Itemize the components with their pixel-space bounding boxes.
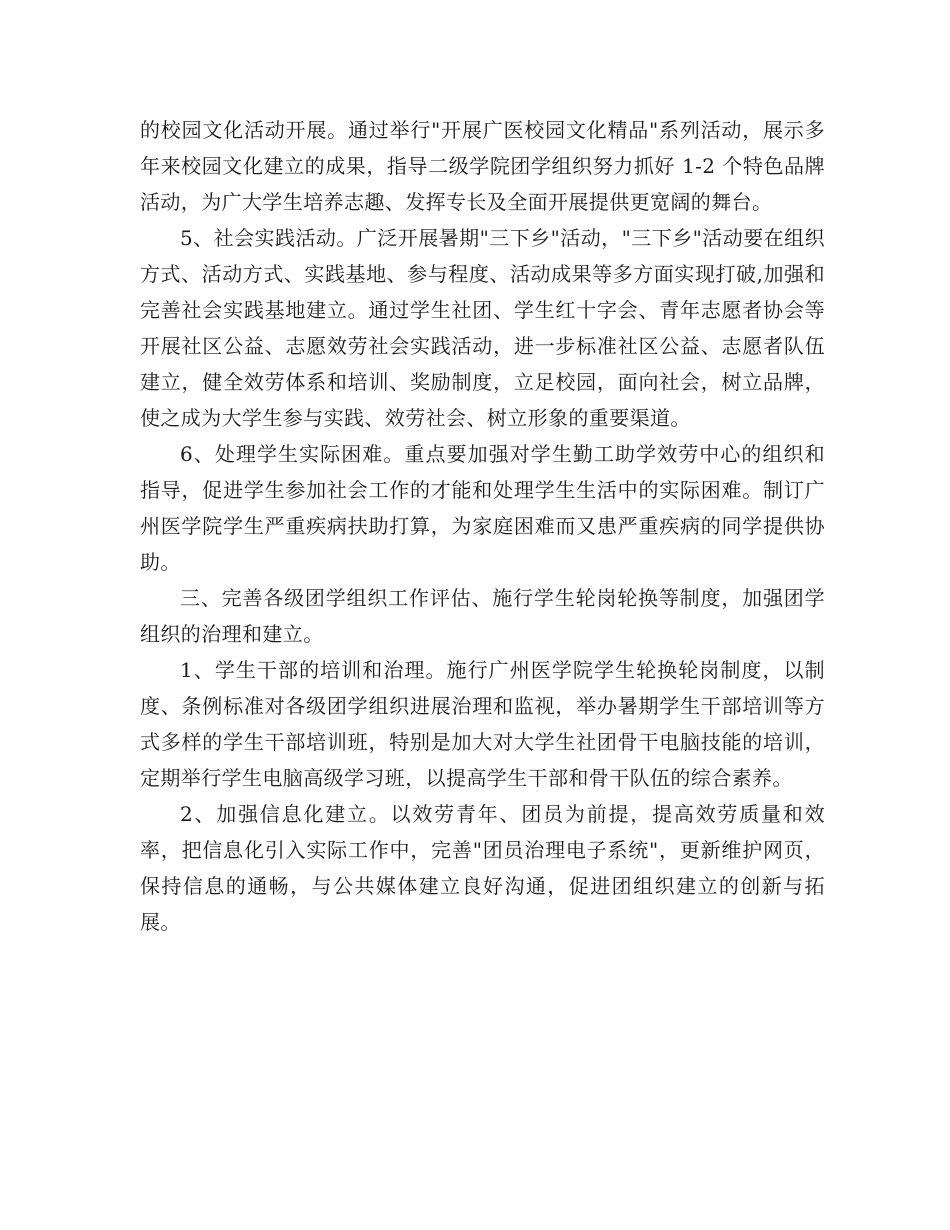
paragraph-informatization: 2、加强信息化建立。以效劳青年、团员为前提，提高效劳质量和效率，把信息化引入实际工作中，完善"团员治理电子系统"，更新维护网页，保持信息的通畅，与公共媒体建立良好沟通，促进团组织建立的创新与拓展。 <box>140 802 825 934</box>
paragraph-campus-culture-continued: 的校园文化活动开展。通过举行"开展广医校园文化精品"系列活动，展示多年来校园文化建立的成果，指导二级学院团学组织努力抓好 1-2 个特色品牌活动，为广大学生培养志趣、发挥专长及全面开展提供更宽阔的舞台。 <box>140 118 825 214</box>
section-heading-evaluation-rotation: 三、完善各级团学组织工作评估、施行学生轮岗轮换等制度，加强团学组织的治理和建立。 <box>140 586 825 646</box>
paragraph-cadre-training: 1、学生干部的培训和治理。施行广州医学院学生轮换轮岗制度，以制度、条例标准对各级团学组织进展治理和监视，举办暑期学生干部培训等方式多样的学生干部培训班，特别是加大对大学生社团骨干电脑技能的培训，定期举行学生电脑高级学习班，以提高学生干部和骨干队伍的综合素养。 <box>140 658 825 790</box>
paragraph-student-difficulties: 6、处理学生实际困难。重点要加强对学生勤工助学效劳中心的组织和指导，促进学生参加社会工作的才能和处理学生生活中的实际困难。制订广州医学院学生严重疾病扶助打算，为家庭困难而又患严重疾病的同学提供协助。 <box>140 442 825 574</box>
paragraph-social-practice: 5、社会实践活动。广泛开展暑期"三下乡"活动，"三下乡"活动要在组织方式、活动方式、实践基地、参与程度、活动成果等多方面实现打破,加强和完善社会实践基地建立。通过学生社团、学生红十字会、青年志愿者协会等开展社区公益、志愿效劳社会实践活动，进一步标准社区公益、志愿者队伍建立，健全效劳体系和培训、奖励制度，立足校园，面向社会，树立品牌，使之成为大学生参与实践、效劳社会、树立形象的重要渠道。 <box>140 226 825 430</box>
document-body <box>140 112 825 940</box>
